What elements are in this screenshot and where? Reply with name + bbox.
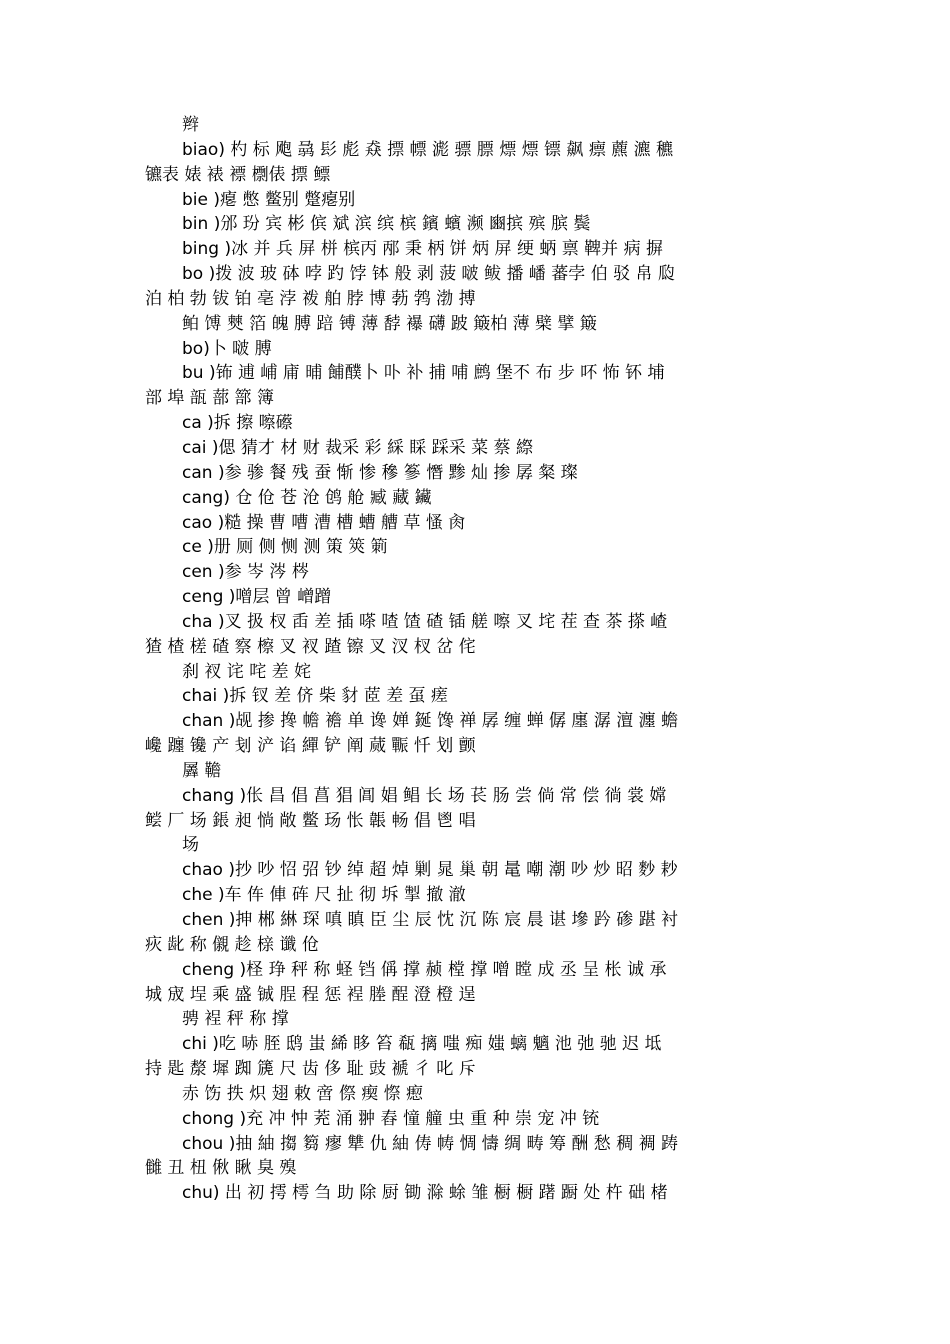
pinyin-text-line: 鲌 馎 僰 箔 魄 膊 踣 镈 薄 馞 襮 礴 跛 簸柏 薄 檗 擘 簸 [182, 313, 597, 334]
pinyin-text-line: 骋 裎 秤 称 撑 [182, 1009, 289, 1030]
pinyin-text-line: 泊 柏 勃 钹 铂 亳 浡 袯 舶 脖 博 葧 鹁 渤 搏 [145, 288, 476, 309]
pinyin-text-line: bo)卜 啵 膊 [182, 338, 272, 359]
pinyin-text-line: 镳表 婊 裱 褾 檦俵 摽 鳔 [145, 164, 331, 185]
pinyin-text-line: chou )抽 紬 搊 篘 瘳 犨 仇 紬 俦 帱 惆 懤 绸 畴 筹 酬 愁 稠 裯 踌 [182, 1133, 679, 1154]
pinyin-text-line: cheng )柽 琤 秤 称 蛏 铛 偁 撑 赪 樘 撑 噌 瞠 成 丞 呈 枨 诚 承 [182, 959, 667, 980]
pinyin-text-line: 辫 [182, 115, 199, 135]
pinyin-text-line: chai )拆 钗 差 侪 柴 豺 茝 差 虿 瘥 [182, 686, 448, 707]
pinyin-text-line: bu )钸 逋 峬 庯 晡 餔醭卜 卟 补 捕 哺 鹧 堡不 布 步 吥 怖 钚 埔 [182, 363, 665, 384]
pinyin-text-line: ce )册 厕 侧 恻 测 策 筴 箣 [182, 537, 388, 558]
pinyin-text-line: cen )参 岑 涔 梣 [182, 562, 309, 583]
pinyin-text-line: 巉 躔 镵 产 刬 浐 谄 繟 铲 阐 蒇 辴 忏 划 颤 [145, 736, 476, 757]
pinyin-text-line: 羼 韂 [182, 760, 222, 781]
pinyin-text-line: cai )偲 猜才 材 财 裁采 彩 綵 睬 踩采 菜 蔡 縩 [182, 437, 533, 458]
pinyin-text-line: 猹 楂 槎 碴 察 檫 叉 衩 蹅 镲 叉 汊 杈 岔 侘 [145, 636, 476, 657]
pinyin-text-line: bin )邠 玢 宾 彬 傧 斌 滨 缤 槟 鑌 蠙 濒 豳摈 殡 膑 鬓 [182, 214, 591, 235]
pinyin-text-line: bing )冰 并 兵 屏 栟 槟丙 邴 秉 柄 饼 炳 屏 绠 蛃 禀 鞞并 病 摒 [182, 239, 663, 260]
pinyin-text-line: 雠 丑 杻 偢 瞅 臭 殠 [145, 1158, 297, 1179]
pinyin-text-line: chan )觇 掺 搀 幨 襜 单 谗 婵 鋋 馋 禅 孱 缠 蝉 僝 廛 潺 澶 瀍 蟾 [182, 711, 679, 732]
pinyin-text-line: chen )抻 郴 綝 琛 嗔 瞋 臣 尘 辰 忱 沉 陈 宸 晨 谌 墋 趻 碜 踸 衬 [182, 910, 679, 930]
pinyin-text-line: can )参 骖 餐 残 蚕 惭 惨 穇 篸 憯 黪 灿 掺 孱 粲 璨 [182, 462, 578, 483]
pinyin-text-line: chang )伥 昌 倡 菖 猖 阊 娼 鲳 长 场 苌 肠 尝 倘 常 偿 徜 裳 嫦 [182, 785, 667, 806]
pinyin-text-line: bo )拨 波 玻 砵 哱 趵 饽 钵 般 剥 菠 啵 鲅 播 嶓 蕃孛 伯 驳 帛 瓝 [182, 264, 675, 285]
pinyin-text-line: bie )瘪 憋 鳖别 蹩瘪别 [182, 189, 356, 210]
pinyin-text-line: 刹 衩 诧 咤 差 姹 [182, 661, 312, 682]
pinyin-text-line: ca )拆 擦 嚓礤 [182, 413, 293, 434]
pinyin-text-line: 部 埠 瓿 蔀 篰 簿 [145, 388, 275, 409]
pinyin-text-line: cha )叉 扱 杈 臿 差 插 嗏 喳 馇 碴 锸 艖 嚓 叉 垞 茬 查 茶 搽 嵖 [182, 611, 668, 632]
pinyin-text-line: 鲿 厂 场 鋹 昶 惝 敞 鳖 玚 怅 韔 畅 倡 鬯 唱 [145, 810, 476, 831]
pinyin-text-line: cang) 仓 伧 苍 沧 鸧 舱 臧 藏 鑶 [182, 487, 432, 508]
pinyin-text-line: 城 宬 埕 乘 盛 铖 脭 程 惩 裎 塍 酲 澄 橙 逞 [145, 984, 476, 1005]
pinyin-text-line: 赤 饬 抶 炽 翅 敕 啻 傺 瘈 憏 瘛 [182, 1083, 424, 1104]
pinyin-text-line: 持 匙 漦 墀 踟 篪 尺 齿 侈 耻 豉 褫 彳 叱 斥 [145, 1059, 476, 1080]
pinyin-text-line: biao) 杓 标 飑 骉 髟 彪 猋 摽 幖 滮 骠 膘 熛 熛 镖 飙 瘭 藨 瀌 穮 [182, 139, 674, 160]
pinyin-text-line: cao )糙 操 曹 嘈 漕 槽 螬 艚 草 慅 肏 [182, 512, 466, 533]
pinyin-text-line: 场 [182, 835, 199, 856]
pinyin-text-line: ceng )噌层 曾 嶒蹭 [182, 587, 332, 608]
pinyin-text-line: chong )充 冲 忡 茺 涌 翀 舂 憧 艟 虫 重 种 崇 宠 冲 铳 [182, 1108, 600, 1129]
pinyin-text-line: chu) 出 初 摴 樗 刍 助 除 厨 锄 滁 蜍 雏 橱 橱 躇 蹰 处 杵 础 楮 [182, 1183, 668, 1204]
pinyin-text-line: che )车 伡 俥 砗 尺 扯 彻 坼 掣 撤 澈 [182, 885, 466, 906]
pinyin-text-line: chi )吃 哧 胵 鸱 蚩 絺 眵 笞 瓻 摛 嗤 痴 媸 螭 魑 池 弛 驰 迟 坻 [182, 1034, 662, 1055]
pinyin-text-line: 疢 龀 称 儭 趁 榇 谶 伧 [145, 934, 319, 955]
pinyin-text-line: chao )抄 吵 怊 弨 钞 绰 超 焯 剿 晁 巢 朝 鼌 嘲 潮 吵 炒 昭 麨 耖 [182, 860, 678, 881]
